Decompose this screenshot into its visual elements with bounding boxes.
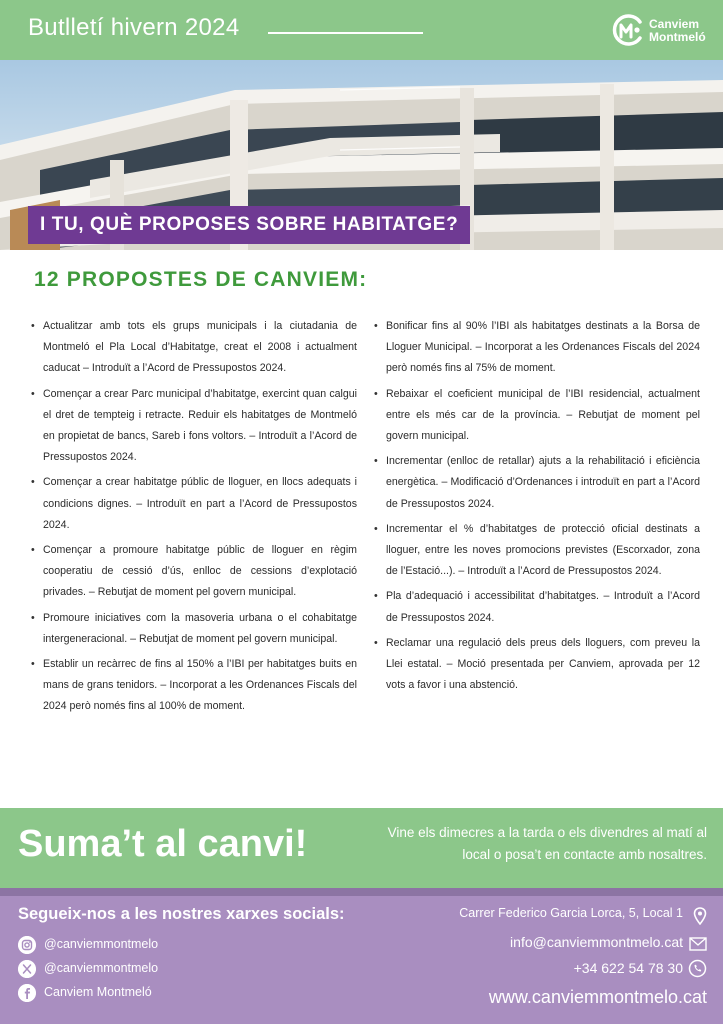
logo-line1: Canviem xyxy=(649,17,700,31)
proposals-left-column xyxy=(31,316,357,722)
instagram-icon xyxy=(18,936,36,954)
logo-line2: Montmeló xyxy=(649,30,706,44)
section-title: 12 PROPOSTES DE CANVIEM: xyxy=(34,268,368,291)
canviem-logo[interactable] xyxy=(611,13,711,49)
phone-text: +34 622 54 78 30 xyxy=(573,960,683,976)
newsletter-title: Butlletí hivern 2024 xyxy=(28,14,240,41)
contact-address xyxy=(407,906,707,926)
header-divider xyxy=(268,32,423,34)
hero-banner: I TU, QUÈ PROPOSES SOBRE HABITATGE? xyxy=(28,206,470,244)
proposals-right-column xyxy=(374,316,700,700)
cta-band xyxy=(0,808,723,888)
cta-text: Vine els dimecres a la tarda o els divendres al matí al local o posa’t en contacte amb nosaltres. xyxy=(387,825,707,862)
contact-phone[interactable] xyxy=(507,960,707,980)
email-text: info@canviemmontmelo.cat xyxy=(510,934,683,950)
list-item: • Començar a crear habitatge públic de lloguer, en llocs adequats i condicions dignes. – Introduït en part a l’Acord de Pressupostos 2024. xyxy=(31,472,357,536)
cta-title: Suma’t al canvi! xyxy=(18,823,308,865)
list-item: • Incrementar el % d’habitatges de protecció oficial destinats a lloguer, entre les noves promocions previstes (Escorxador, zona de l’Estació...). – Introduït a l’Acord de Pressupostos 2024. xyxy=(374,519,700,583)
list-item: • Promoure iniciatives com la masoveria urbana o el cohabitatge intergeneracional. – Rebutjat de moment pel govern municipal. xyxy=(31,608,357,650)
whatsapp-icon xyxy=(688,959,707,978)
x-icon xyxy=(18,960,36,978)
x-handle: @canviemmontmelo xyxy=(44,961,159,975)
footer-divider xyxy=(0,888,723,896)
address-text: Carrer Federico Garcia Lorca, 5, Local 1 xyxy=(459,906,683,920)
contact-email[interactable] xyxy=(447,934,707,954)
list-item: • Actualitzar amb tots els grups municipals i la ciutadania de Montmeló el Pla Local d’Habitatge, creat el 2008 i actualment caducat – Introduït a l’Acord de Pressupostos 2024. xyxy=(31,316,357,380)
list-item: • Rebaixar el coeficient municipal de l’IBI residencial, actualment entre els més car de la província. – Rebutjat de moment pel govern municipal. xyxy=(374,384,700,448)
instagram-handle: @canviemmontmelo xyxy=(44,937,159,951)
mail-icon xyxy=(689,937,707,951)
list-item: • Establir un recàrrec de fins al 150% a l’IBI per habitatges buits en mans de grans tenidors. – Incorporat a les Ordenances Fiscals del 2024 però només fins al 100% de moment. xyxy=(31,654,357,718)
location-pin-icon xyxy=(693,907,707,925)
list-item: • Bonificar fins al 90% l’IBI als habitatges destinats a la Borsa de Lloguer Municipal. – Incorporat a les Ordenances Fiscals del 2024 però només fins al 75% de moment. xyxy=(374,316,700,380)
facebook-icon xyxy=(18,984,36,1002)
list-item: • Pla d’adequació i accessibilitat d’habitatges. – Introduït a l’Acord de Pressupostos 2024. xyxy=(374,586,700,628)
list-item: • Començar a crear Parc municipal d’habitatge, exercint quan calgui el dret de tempteig i retracte. Reduir els habitatges de Montmeló en propietat de bancs, Sareb i fons voltors. – Introduït a l’Acord de Pressupostos 2024. xyxy=(31,384,357,469)
website-text: www.canviemmontmelo.cat xyxy=(488,987,707,1007)
contact-website[interactable] xyxy=(407,987,707,1007)
list-item: • Començar a promoure habitatge públic de lloguer en règim cooperatiu de cessió d’ús, enlloc de cessions d’explotació privades. – Rebutjat de moment pel govern municipal. xyxy=(31,540,357,604)
facebook-name: Canviem Montmeló xyxy=(44,985,152,999)
follow-title: Segueix-nos a les nostres xarxes socials: xyxy=(18,905,345,923)
list-item: • Reclamar una regulació dels preus dels lloguers, com preveu la Llei estatal. – Moció presentada per Canviem, aprovada per 12 vots a favor i una abstenció. xyxy=(374,633,700,697)
footer xyxy=(0,888,723,1024)
hero-image xyxy=(0,60,723,250)
header-bar xyxy=(0,0,723,60)
canviem-logo-icon xyxy=(611,13,645,47)
list-item: • Incrementar (enlloc de retallar) ajuts a la rehabilitació i eficiència energètica. – Modificació d’Ordenances i introduït en part a l’Acord de Pressupostos 2024. xyxy=(374,451,700,515)
